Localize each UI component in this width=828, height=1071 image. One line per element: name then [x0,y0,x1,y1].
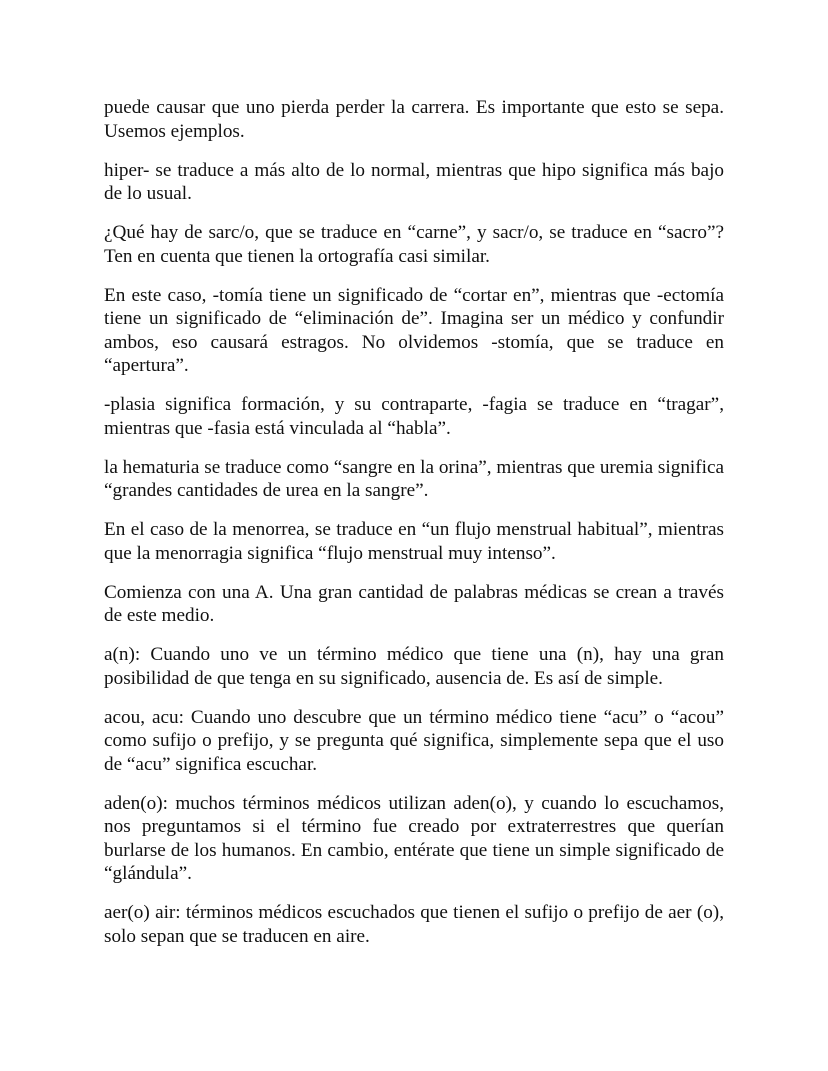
paragraph: aden(o): muchos términos médicos utilizan aden(o), y cuando lo escuchamos, nos preguntamos si el término fue creado por extraterrestres que querían burlarse de los humanos. En cambio, entérate que tiene un simple significado de “glándula”. [104,792,724,884]
paragraph: a(n): Cuando uno ve un término médico que tiene una (n), hay una gran posibilidad de que tenga en su significado, ausencia de. Es así de simple. [104,644,724,689]
paragraph: ¿Qué hay de sarc/o, que se traduce en “carne”, y sacr/o, se traduce en “sacro”? Ten en cuenta que tienen la ortografía casi similar. [104,222,724,267]
document-page [104,96,724,964]
paragraph: puede causar que uno pierda perder la carrera. Es importante que esto se sepa. Usemos ejemplos. [104,97,724,142]
paragraph: acou, acu: Cuando uno descubre que un término médico tiene “acu” o “acou” como sufijo o prefijo, y se pregunta qué significa, simplemente sepa que el uso de “acu” significa escuchar. [104,706,724,775]
paragraph: En el caso de la menorrea, se traduce en “un flujo menstrual habitual”, mientras que la menorragia significa “flujo menstrual muy intenso”. [104,519,724,564]
paragraph: En este caso, -tomía tiene un significado de “cortar en”, mientras que -ectomía tiene un significado de “eliminación de”. Imagina ser un médico y confundir ambos, eso causará estragos. No olvidemos -stomía, que se traduce en “apertura”. [104,284,724,376]
paragraph: Comienza con una A. Una gran cantidad de palabras médicas se crean a través de este medio. [104,581,724,626]
paragraph: hiper- se traduce a más alto de lo normal, mientras que hipo significa más bajo de lo usual. [104,159,724,204]
paragraph: -plasia significa formación, y su contraparte, -fagia se traduce en “tragar”, mientras que -fasia está vinculada al “habla”. [104,394,724,439]
paragraph: la hematuria se traduce como “sangre en la orina”, mientras que uremia significa “grandes cantidades de urea en la sangre”. [104,456,724,501]
paragraph: aer(o) air: términos médicos escuchados que tienen el sufijo o prefijo de aer (o), solo sepan que se traducen en aire. [104,902,724,947]
